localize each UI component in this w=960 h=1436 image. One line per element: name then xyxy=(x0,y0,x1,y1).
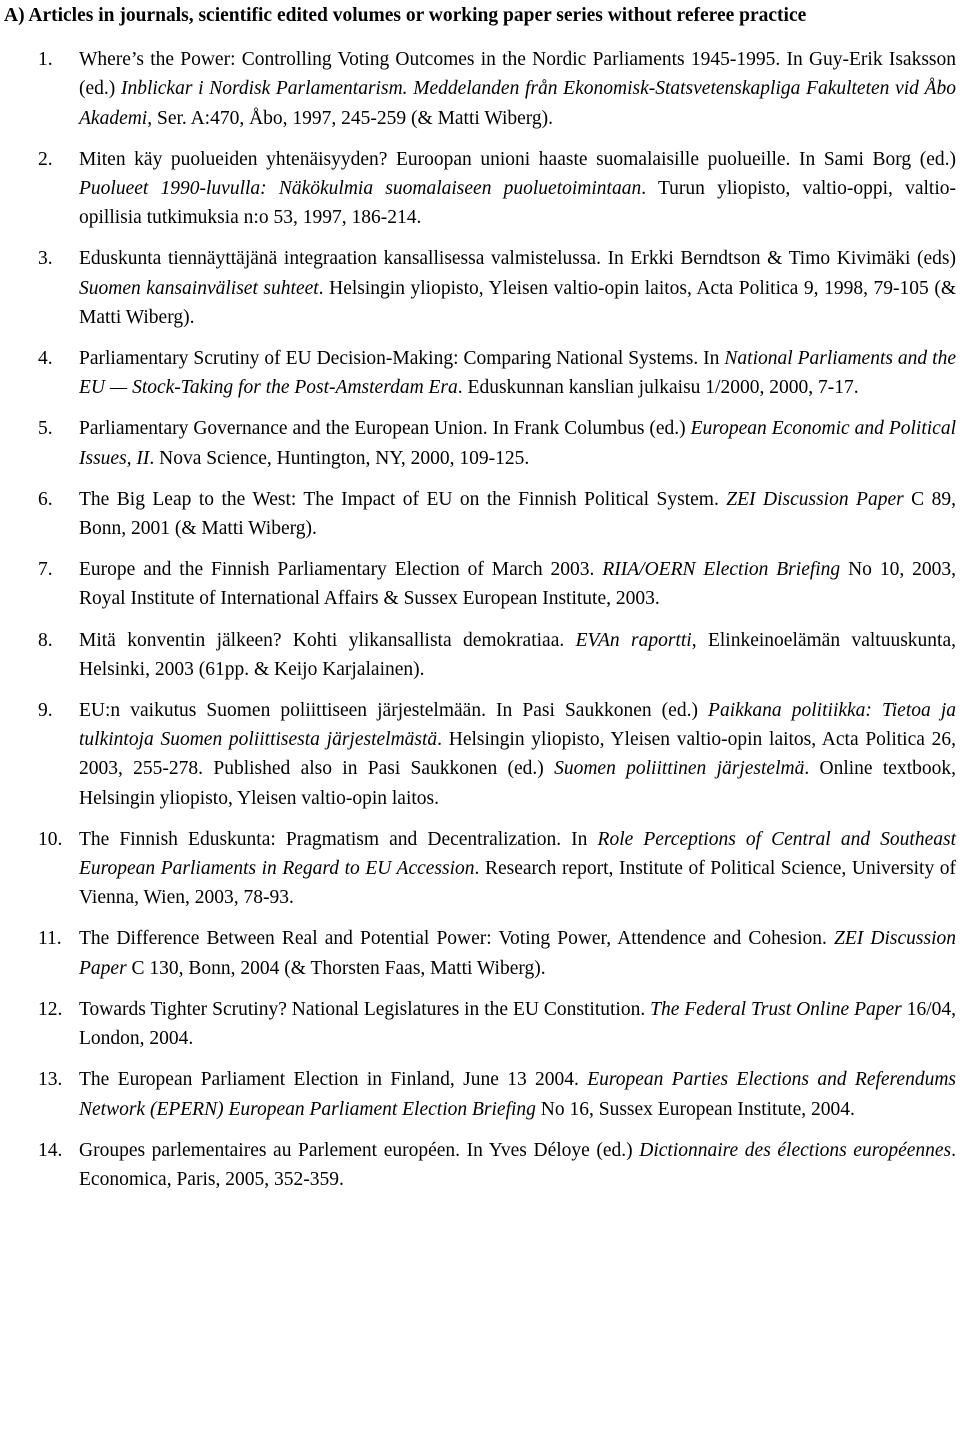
publication-number: 11. xyxy=(38,928,62,950)
publication-text: . Economica, Paris, 2005, 352-359. xyxy=(79,1139,956,1190)
publication-title-italic: Puolueet 1990-luvulla: Näkökulmia suomalaiseen puoluetoimintaan xyxy=(79,178,642,200)
publication-text: 16/04, London, 2004. xyxy=(79,998,956,1050)
publication-number: 12. xyxy=(38,998,63,1020)
publication-text: The European Parliament Election in Finland, June 13 2004. xyxy=(79,1069,588,1091)
publication-title-italic: Suomen kansainväliset suhteet xyxy=(79,277,319,299)
publication-text: . Nova Science, Huntington, NY, 2000, 109-125. xyxy=(149,447,530,469)
publication-number: 4. xyxy=(38,348,53,370)
publication-text: Where’s the Power: Controlling Voting Outcomes in the Nordic Parliaments 1945-1995. In Guy-Erik Isaksson (ed.) xyxy=(79,49,956,100)
publication-title-italic: EVAn raportti xyxy=(575,629,692,651)
publication-text: Eduskunta tiennäyttäjänä integraation kansallisessa valmistelussa. In Erkki Berndtson & Timo Kivimäki (eds) xyxy=(79,248,956,270)
publication-text: Mitä konventin jälkeen? Kohti ylikansallista demokratiaa. xyxy=(79,629,576,651)
publication-text: Miten käy puolueiden yhtenäisyyden? Euroopan unioni haaste suomalaisille puolueille. In Sami Borg (ed.) xyxy=(79,148,956,170)
publication-item xyxy=(0,995,956,1053)
publication-text: . Research report, Institute of Political Science, University of Vienna, Wien, 2003, 78-93. xyxy=(79,858,956,909)
publication-number: 1. xyxy=(38,49,53,71)
publication-text: . Online textbook, Helsingin yliopisto, Yleisen valtio-opin laitos. xyxy=(79,758,956,809)
publication-text: , Ser. A:470, Åbo, 1997, 245-259 (& Matti Wiberg). xyxy=(147,107,554,129)
publication-item xyxy=(0,145,956,233)
publication-number: 3. xyxy=(38,248,53,270)
publication-item xyxy=(0,825,956,913)
publication-title-italic: Role Perceptions of Central and Southeast European Parliaments in Regard to EU Accession xyxy=(79,828,956,880)
publication-text: C 89, Bonn, 2001 (& Matti Wiberg). xyxy=(79,488,956,540)
publication-title-italic: Inblickar i Nordisk Parlamentarism. Meddelanden från Ekonomisk-Statsvetenskapliga Fakulteten vid Åbo Akademi xyxy=(79,78,956,129)
publication-list xyxy=(0,45,956,1194)
publication-text: Parliamentary Governance and the European Union. In Frank Columbus (ed.) xyxy=(79,418,691,440)
publication-text: No 16, Sussex European Institute, 2004. xyxy=(535,1098,855,1120)
publication-number: 2. xyxy=(38,148,53,170)
publication-title-italic: National Parliaments and the EU — Stock-Taking for the Post-Amsterdam Era xyxy=(79,348,956,399)
publication-title-italic: Suomen poliittinen järjestelmä xyxy=(554,758,805,780)
publication-item xyxy=(0,414,956,472)
publication-text: Parliamentary Scrutiny of EU Decision-Making: Comparing National Systems. In xyxy=(79,348,725,370)
publication-number: 5. xyxy=(38,418,53,440)
publication-number: 10. xyxy=(38,828,63,850)
publication-item xyxy=(0,485,956,543)
publication-title-italic: European Economic and Political Issues, II xyxy=(79,418,957,469)
publication-text: The Difference Between Real and Potential Power: Voting Power, Attendence and Cohesion. xyxy=(79,928,835,950)
publication-item xyxy=(0,1136,956,1194)
publication-text: . Eduskunnan kanslian julkaisu 1/2000, 2000, 7-17. xyxy=(457,377,859,399)
publication-text: EU:n vaikutus Suomen poliittiseen järjestelmään. In Pasi Saukkonen (ed.) xyxy=(79,700,709,722)
publication-item xyxy=(0,344,956,402)
publication-text: The Big Leap to the West: The Impact of EU on the Finnish Political System. xyxy=(79,488,727,510)
publication-title-italic: Dictionnaire des élections européennes xyxy=(639,1139,952,1161)
publication-item xyxy=(0,45,956,133)
publication-text: . Turun yliopisto, valtio-oppi, valtio-opillisia tutkimuksia n:o 53, 1997, 186-214. xyxy=(79,178,956,229)
publication-item xyxy=(0,1065,956,1123)
publication-number: 8. xyxy=(38,629,53,651)
publication-text: C 130, Bonn, 2004 (& Thorsten Faas, Matti Wiberg). xyxy=(126,957,546,979)
publication-title-italic: RIIA/OERN Election Briefing xyxy=(602,559,841,581)
publication-number: 13. xyxy=(38,1069,63,1091)
publication-text: . Helsingin yliopisto, Yleisen valtio-opin laitos, Acta Politica 9, 1998, 79-105 (& Matti Wiberg). xyxy=(79,277,956,328)
publication-item xyxy=(0,696,956,813)
publication-title-italic: European Parties Elections and Referendums Network (EPERN) European Parliament Election Briefing xyxy=(79,1069,956,1120)
publication-text: The Finnish Eduskunta: Pragmatism and Decentralization. In xyxy=(79,828,598,850)
publication-number: 7. xyxy=(38,559,53,581)
publication-text: Groupes parlementaires au Parlement européen. In Yves Déloye (ed.) xyxy=(79,1139,640,1161)
publication-text: No 10, 2003, Royal Institute of International Affairs & Sussex European Institute, 2003. xyxy=(79,559,956,610)
publication-title-italic: ZEI Discussion Paper xyxy=(726,488,904,510)
publication-item xyxy=(0,626,956,684)
publication-title-italic: ZEI Discussion Paper xyxy=(79,928,956,979)
publication-item xyxy=(0,924,956,982)
publication-number: 9. xyxy=(38,700,53,722)
publication-item xyxy=(0,555,956,613)
publication-text: . Helsingin yliopisto, Yleisen valtio-opin laitos, Acta Politica 26, 2003, 255-278. Published also in Pasi Saukkonen (ed.) xyxy=(79,729,956,780)
publication-text: , Elinkeinoelämän valtuuskunta, Helsinki, 2003 (61pp. & Keijo Karjalainen). xyxy=(79,629,956,680)
section-heading: A) Articles in journals, scientific edited volumes or working paper series without referee practice xyxy=(4,5,807,26)
publication-item xyxy=(0,244,956,332)
publication-text: Towards Tighter Scrutiny? National Legislatures in the EU Constitution. xyxy=(79,998,651,1020)
publication-number: 6. xyxy=(38,488,53,510)
publication-title-italic: Paikkana politiikka: Tietoa ja tulkintoja Suomen poliittisesta järjestelmästä xyxy=(79,700,956,751)
publication-title-italic: The Federal Trust Online Paper xyxy=(650,998,902,1020)
publication-text: Europe and the Finnish Parliamentary Election of March 2003. xyxy=(79,559,603,581)
publication-number: 14. xyxy=(38,1139,63,1161)
